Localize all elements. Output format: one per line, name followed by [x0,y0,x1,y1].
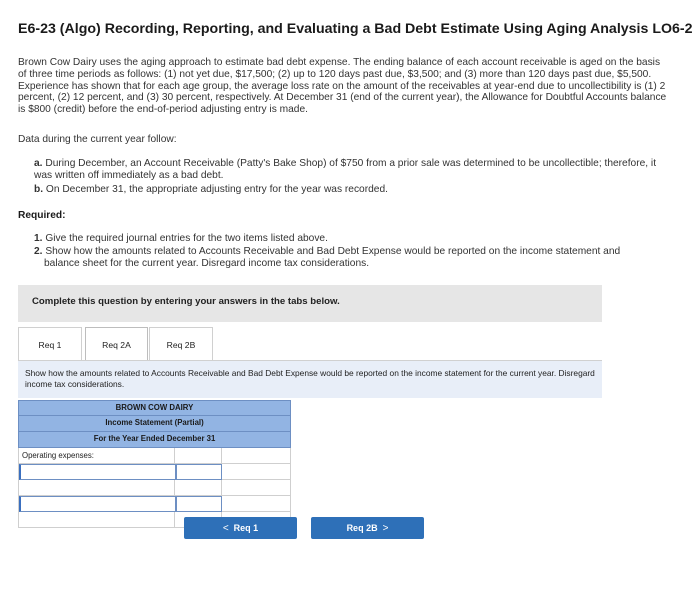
prev-button-label: Req 1 [233,523,259,533]
item-b-text: On December 31, the appropriate adjusting entry for the year was recorded. [45,184,388,195]
tab-req-2a[interactable]: Req 2A [85,327,148,361]
requirement-1 [34,233,664,245]
item-a-marker: a. [34,158,43,169]
amount-input-2[interactable] [176,496,222,512]
prev-req-button[interactable] [184,517,297,539]
tab-bar [18,327,602,361]
chevron-left-icon: < [222,523,229,534]
row-label-cell [19,480,175,495]
req-2-text: Show how the amounts related to Accounts Receivable and Bad Debt Expense would be reported on the income statement and [45,246,621,257]
tab-req-1[interactable]: Req 1 [18,327,82,361]
operating-expenses-label: Operating expenses: [22,451,94,460]
panel-instructions: Show how the amounts related to Accounts Receivable and Bad Debt Expense would be reported on the income statement for the current year. Disregard income tax considerations. [25,368,595,389]
instructions-banner [18,285,602,322]
question-panel [18,361,602,398]
problem-intro: Brown Cow Dairy uses the aging approach to estimate bad debt expense. The ending balance of each account receivable is aged on the basis of three time periods as follows: (1) not yet due, $17,500; (2) up to 120 days past due, $3,500; and (3) more than 120 days past due, $5,500. Experience has shown that for each age group, the average loss rate on the amount of the receivables at year-end due to uncollectibility is (1) 2 percent, (2) 12 percent, and (3) 30 percent, respectively. At December 31 (end of the current year), the Allowance for Doubtful Accounts balance is $800 (credit) before the end-of-period adjusting entry is made. [18,57,667,116]
row-amount-cell [175,480,222,495]
statement-name: Income Statement (Partial) [18,416,291,432]
req-2-marker: 2. [34,246,43,257]
banner-text: Complete this question by entering your answers in the tabs below. [32,296,340,307]
data-label: Data during the current year follow: [18,134,177,145]
account-select-2[interactable] [19,496,176,512]
item-a-text: During December, an Account Receivable (Patty's Bake Shop) of $750 from a prior sale was determined to be uncollectible; therefore, it was written off immediately as a bad debt. [34,158,657,181]
table-row [18,480,291,496]
page-title: E6-23 (Algo) Recording, Reporting, and Evaluating a Bad Debt Estimate Using Aging Analysis LO6-2 [18,21,693,37]
tab-req-2b[interactable]: Req 2B [149,327,213,361]
statement-company: BROWN COW DAIRY [18,400,291,416]
statement-period: For the Year Ended December 31 [18,432,291,448]
requirement-2 [34,246,664,269]
req-1-marker: 1. [34,233,43,244]
list-item-b [34,184,664,196]
account-select-1[interactable] [19,464,176,480]
table-row [18,448,291,464]
item-b-marker: b. [34,184,44,195]
next-button-label: Req 2B [346,523,378,533]
required-heading: Required: [18,210,66,221]
amount-input-1[interactable] [176,464,222,480]
table-row [18,464,291,480]
income-statement [18,400,291,528]
row-amount-cell [175,448,222,463]
next-req-button[interactable] [311,517,424,539]
req-1-text: Give the required journal entries for the two items listed above. [45,233,328,244]
chevron-right-icon: > [382,523,389,534]
table-row [18,496,291,512]
req-2-text-cont: balance sheet for the current year. Disregard income tax considerations. [44,257,370,269]
list-item-a [34,158,664,181]
row-label-cell [19,512,175,527]
